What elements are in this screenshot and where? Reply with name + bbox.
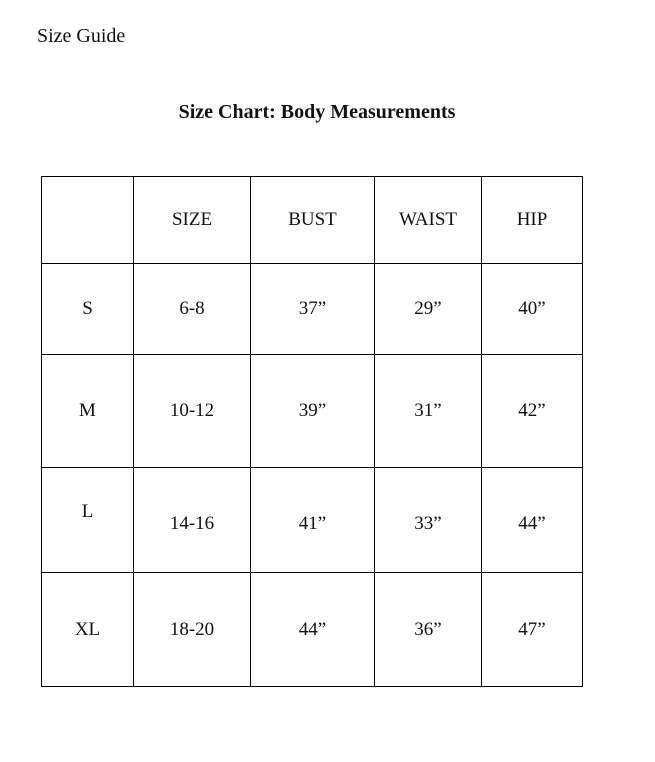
table-row bbox=[42, 355, 583, 468]
bust-cell: 39” bbox=[251, 355, 375, 468]
header-cell-bust: BUST bbox=[251, 177, 375, 264]
header-cell-waist: WAIST bbox=[375, 177, 482, 264]
header-cell-size: SIZE bbox=[134, 177, 251, 264]
row-label-cell: XL bbox=[42, 573, 134, 687]
hip-cell bbox=[482, 468, 583, 573]
row-label-cell: S bbox=[42, 264, 134, 355]
bust-text: 41” bbox=[298, 513, 327, 534]
table-row bbox=[42, 468, 583, 573]
table-header-row bbox=[42, 177, 583, 264]
table-row bbox=[42, 573, 583, 687]
header-cell-empty bbox=[42, 177, 134, 264]
waist-cell: 36” bbox=[375, 573, 482, 687]
table-row bbox=[42, 264, 583, 355]
bust-cell: 44” bbox=[251, 573, 375, 687]
size-cell: 6-8 bbox=[134, 264, 251, 355]
row-label-cell bbox=[42, 468, 134, 573]
hip-cell: 40” bbox=[482, 264, 583, 355]
size-chart-table bbox=[41, 176, 583, 687]
bust-cell: 37” bbox=[251, 264, 375, 355]
chart-title: Size Chart: Body Measurements bbox=[178, 101, 456, 123]
hip-cell: 42” bbox=[482, 355, 583, 468]
row-label-text: L bbox=[81, 501, 94, 522]
waist-cell: 31” bbox=[375, 355, 482, 468]
size-text: 14-16 bbox=[169, 513, 215, 534]
page-heading: Size Guide bbox=[37, 25, 126, 47]
waist-cell: 29” bbox=[375, 264, 482, 355]
hip-text: 44” bbox=[518, 513, 546, 534]
header-cell-hip: HIP bbox=[482, 177, 583, 264]
size-cell: 18-20 bbox=[134, 573, 251, 687]
size-cell bbox=[134, 468, 251, 573]
size-cell: 10-12 bbox=[134, 355, 251, 468]
bust-cell bbox=[251, 468, 375, 573]
row-label-cell: M bbox=[42, 355, 134, 468]
waist-text: 33” bbox=[414, 513, 442, 534]
hip-cell: 47” bbox=[482, 573, 583, 687]
waist-cell bbox=[375, 468, 482, 573]
